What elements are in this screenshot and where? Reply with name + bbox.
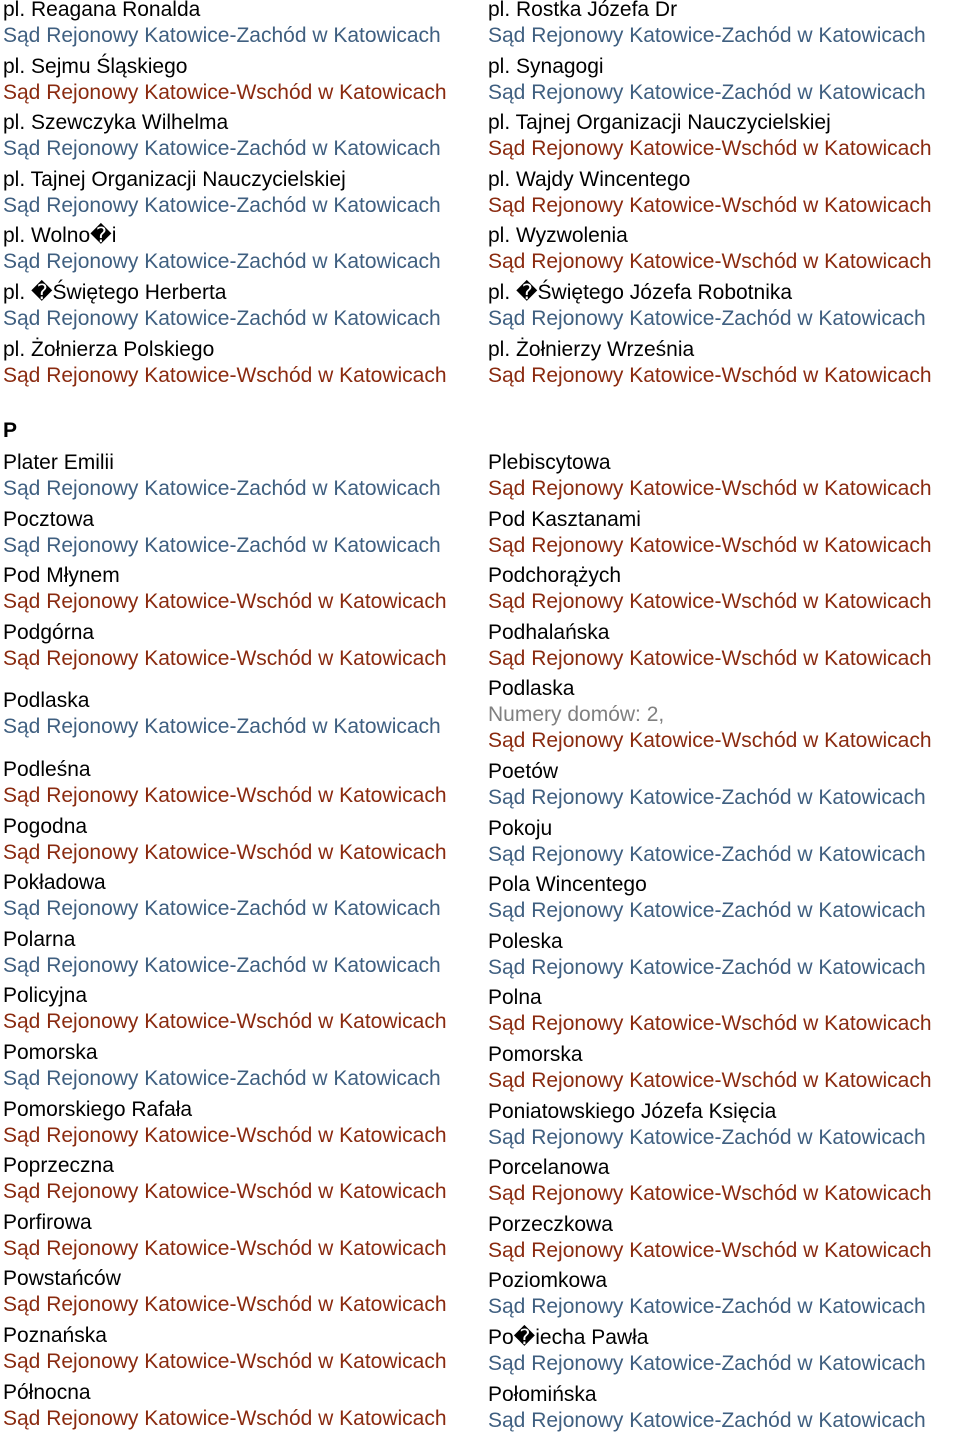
- street-name: Połomińska: [488, 1382, 597, 1406]
- court-name: Sąd Rejonowy Katowice-Zachód w Katowicach: [3, 250, 441, 274]
- street-name: Poleska: [488, 929, 563, 953]
- street-entry: [488, 223, 960, 275]
- court-name: Sąd Rejonowy Katowice-Wschód w Katowicach: [3, 783, 447, 807]
- street-entry: [488, 1382, 960, 1434]
- street-entry: [488, 0, 960, 49]
- court-name: Sąd Rejonowy Katowice-Zachód w Katowicach: [3, 477, 441, 500]
- street-name: Pola Wincentego: [488, 873, 647, 897]
- section1-right-column: [488, 0, 960, 393]
- court-name: Sąd Rejonowy Katowice-Wschód w Katowicach: [488, 250, 932, 274]
- court-name: Sąd Rejonowy Katowice-Zachód w Katowicach: [488, 842, 926, 866]
- court-name: Sąd Rejonowy Katowice-Wschód w Katowicach: [3, 363, 447, 387]
- court-name: Sąd Rejonowy Katowice-Wschód w Katowicach: [3, 840, 447, 864]
- street-name: Podleśna: [3, 757, 91, 781]
- street-entry: [488, 872, 960, 924]
- street-entry: [488, 676, 960, 754]
- street-entry: [488, 985, 960, 1037]
- street-entry: [3, 223, 483, 275]
- section2-left-column: [3, 450, 483, 1436]
- court-name: Sąd Rejonowy Katowice-Zachód w Katowicach: [3, 953, 441, 977]
- street-name: Porzeczkowa: [488, 1212, 613, 1236]
- court-name: Sąd Rejonowy Katowice-Wschód w Katowicach: [488, 729, 932, 753]
- court-name: Sąd Rejonowy Katowice-Wschód w Katowicach: [488, 1182, 932, 1206]
- street-entry: [488, 816, 960, 868]
- street-entry: [3, 54, 483, 106]
- section2-right-column: [488, 450, 960, 1438]
- street-entry: [3, 814, 483, 866]
- court-name: Sąd Rejonowy Katowice-Wschód w Katowicach: [3, 1349, 447, 1373]
- street-name: pl. Sejmu Śląskiego: [3, 54, 188, 78]
- street-name: pl. Reagana Ronalda: [3, 0, 201, 21]
- court-name: Sąd Rejonowy Katowice-Zachód w Katowicach: [488, 955, 926, 979]
- street-name: pl. Szewczyka Wilhelma: [3, 111, 229, 135]
- court-name: Sąd Rejonowy Katowice-Wschód w Katowicach: [488, 137, 932, 161]
- street-name: Polna: [488, 986, 542, 1010]
- street-name: Pod Kasztanami: [488, 507, 641, 531]
- court-name: Sąd Rejonowy Katowice-Wschód w Katowicach: [3, 1010, 447, 1034]
- court-name: Sąd Rejonowy Katowice-Zachód w Katowicach: [3, 193, 441, 217]
- court-name: Sąd Rejonowy Katowice-Zachód w Katowicach: [3, 1066, 441, 1090]
- street-entry: [488, 1042, 960, 1094]
- court-name: Sąd Rejonowy Katowice-Wschód w Katowicach: [3, 1293, 447, 1317]
- court-name: Sąd Rejonowy Katowice-Zachód w Katowicach: [3, 306, 441, 330]
- street-name: Polarna: [3, 927, 76, 951]
- court-name: Sąd Rejonowy Katowice-Wschód w Katowicach: [3, 1123, 447, 1147]
- street-name: pl. Żołnierza Polskiego: [3, 337, 215, 361]
- court-name: Sąd Rejonowy Katowice-Wschód w Katowicach: [488, 363, 932, 387]
- street-name: Poniatowskiego Józefa Księcia: [488, 1099, 777, 1123]
- court-name: Sąd Rejonowy Katowice-Zachód w Katowicach: [3, 137, 441, 161]
- street-entry: [3, 1266, 483, 1318]
- street-entry: [488, 280, 960, 332]
- street-entry: [3, 676, 483, 752]
- street-entry: [488, 563, 960, 615]
- street-entry: [488, 1268, 960, 1320]
- street-entry: [3, 1153, 483, 1205]
- street-name: Policyjna: [3, 984, 88, 1008]
- street-entry: [3, 110, 483, 162]
- street-name: Podgórna: [3, 620, 95, 644]
- court-name: Sąd Rejonowy Katowice-Zachód w Katowicach: [488, 785, 926, 809]
- street-entry: [3, 1040, 483, 1092]
- court-name: Sąd Rejonowy Katowice-Zachód w Katowicach: [488, 1408, 926, 1432]
- court-name: Sąd Rejonowy Katowice-Wschód w Katowicach: [488, 1238, 932, 1262]
- street-entry: [488, 507, 960, 559]
- court-name: Sąd Rejonowy Katowice-Zachód w Katowicach: [488, 1125, 926, 1149]
- street-entry: [488, 110, 960, 162]
- street-name: Pocztowa: [3, 507, 95, 531]
- court-name: Sąd Rejonowy Katowice-Zachód w Katowicach: [3, 715, 441, 739]
- street-name: Powstańców: [3, 1267, 121, 1291]
- court-name: Sąd Rejonowy Katowice-Wschód w Katowicach: [488, 646, 932, 670]
- court-name: Sąd Rejonowy Katowice-Zachód w Katowicach: [3, 533, 441, 557]
- street-name: pl. Tajnej Organizacji Nauczycielskiej: [3, 167, 346, 191]
- street-entry: [488, 337, 960, 389]
- street-name: Podlaska: [3, 689, 90, 713]
- court-name: Sąd Rejonowy Katowice-Zachód w Katowicach: [488, 1351, 926, 1375]
- court-name: Sąd Rejonowy Katowice-Wschód w Katowicach: [488, 477, 932, 500]
- street-entry: [3, 620, 483, 672]
- street-entry: [3, 337, 483, 389]
- street-entry: [488, 1325, 960, 1377]
- street-name: pl. Żołnierzy Września: [488, 337, 695, 361]
- street-name: Podlaska: [488, 677, 575, 701]
- street-entry: [3, 450, 483, 502]
- court-name: Sąd Rejonowy Katowice-Wschód w Katowicach: [3, 1406, 447, 1430]
- street-name: Po�iecha Pawła: [488, 1325, 649, 1349]
- section-letter-heading: P: [3, 419, 18, 442]
- court-name: Sąd Rejonowy Katowice-Wschód w Katowicach: [488, 193, 932, 217]
- street-entry: [3, 870, 483, 922]
- street-entry: [488, 620, 960, 672]
- street-name: Pokładowa: [3, 871, 106, 895]
- street-name: Plater Emilii: [3, 451, 114, 474]
- section1-left-column: [3, 0, 483, 393]
- street-name: Poprzeczna: [3, 1154, 114, 1178]
- street-entry: [488, 1099, 960, 1151]
- street-entry: [488, 1212, 960, 1264]
- street-name: pl. Wajdy Wincentego: [488, 167, 691, 191]
- street-name: Podchorążych: [488, 564, 622, 588]
- court-name: Sąd Rejonowy Katowice-Wschód w Katowicach: [3, 646, 447, 670]
- street-name: Poziomkowa: [488, 1269, 608, 1293]
- street-entry: [3, 1380, 483, 1432]
- street-name: Pokoju: [488, 816, 553, 840]
- street-name: Pogodna: [3, 814, 88, 838]
- court-name: Sąd Rejonowy Katowice-Zachód w Katowicach: [488, 1295, 926, 1319]
- street-name: Poetów: [488, 759, 559, 783]
- street-entry: [3, 507, 483, 559]
- street-name: Podhalańska: [488, 620, 610, 644]
- street-entry: [488, 929, 960, 981]
- street-entry: [3, 0, 483, 49]
- street-name: pl. Synagogi: [488, 54, 604, 78]
- street-entry: [488, 759, 960, 811]
- street-entry: [3, 1210, 483, 1262]
- street-name: Plebiscytowa: [488, 451, 611, 474]
- street-name: pl. Wolno�i: [3, 224, 117, 248]
- court-name: Sąd Rejonowy Katowice-Wschód w Katowicach: [488, 533, 932, 557]
- street-entry: [3, 280, 483, 332]
- court-name: Sąd Rejonowy Katowice-Wschód w Katowicach: [3, 590, 447, 614]
- street-name: Poznańska: [3, 1323, 107, 1347]
- street-entry: [488, 54, 960, 106]
- street-name: pl. �Świętego Józefa Robotnika: [488, 280, 793, 304]
- street-entry: [3, 983, 483, 1035]
- street-name: Pomorskiego Rafała: [3, 1097, 193, 1121]
- street-entry: [3, 1097, 483, 1149]
- court-name: Sąd Rejonowy Katowice-Zachód w Katowicach: [488, 899, 926, 923]
- street-entry: [3, 563, 483, 615]
- court-name: Sąd Rejonowy Katowice-Wschód w Katowicach: [488, 590, 932, 614]
- court-name: Sąd Rejonowy Katowice-Zachód w Katowicach: [3, 24, 441, 47]
- court-name: Sąd Rejonowy Katowice-Wschód w Katowicach: [3, 1236, 447, 1260]
- court-name: Sąd Rejonowy Katowice-Wschód w Katowicach: [3, 1180, 447, 1204]
- court-name: Sąd Rejonowy Katowice-Wschód w Katowicach: [3, 80, 447, 104]
- street-entry: [488, 450, 960, 502]
- street-entry: [3, 927, 483, 979]
- street-entry: [488, 1155, 960, 1207]
- street-name: Porcelanowa: [488, 1156, 610, 1180]
- court-name: Sąd Rejonowy Katowice-Zachód w Katowicach: [488, 80, 926, 104]
- court-name: Sąd Rejonowy Katowice-Zachód w Katowicach: [3, 897, 441, 921]
- court-name: Sąd Rejonowy Katowice-Wschód w Katowicach: [488, 1012, 932, 1036]
- street-name: pl. �Świętego Herberta: [3, 280, 227, 304]
- court-name: Sąd Rejonowy Katowice-Zachód w Katowicach: [488, 306, 926, 330]
- street-entry: [3, 167, 483, 219]
- court-name: Sąd Rejonowy Katowice-Wschód w Katowicach: [488, 1068, 932, 1092]
- street-entry: [488, 167, 960, 219]
- house-numbers-note: Numery domów: 2,: [488, 703, 665, 727]
- street-name: pl. Rostka Józefa Dr: [488, 0, 678, 21]
- street-name: pl. Wyzwolenia: [488, 224, 628, 248]
- street-name: Porfirowa: [3, 1210, 92, 1234]
- street-name: Północna: [3, 1380, 91, 1404]
- street-entry: [3, 1323, 483, 1375]
- street-name: Pomorska: [488, 1042, 583, 1066]
- street-entry: [3, 757, 483, 809]
- street-name: Pod Młynem: [3, 564, 120, 588]
- street-name: pl. Tajnej Organizacji Nauczycielskiej: [488, 111, 831, 135]
- street-name: Pomorska: [3, 1040, 98, 1064]
- court-name: Sąd Rejonowy Katowice-Zachód w Katowicach: [488, 24, 926, 47]
